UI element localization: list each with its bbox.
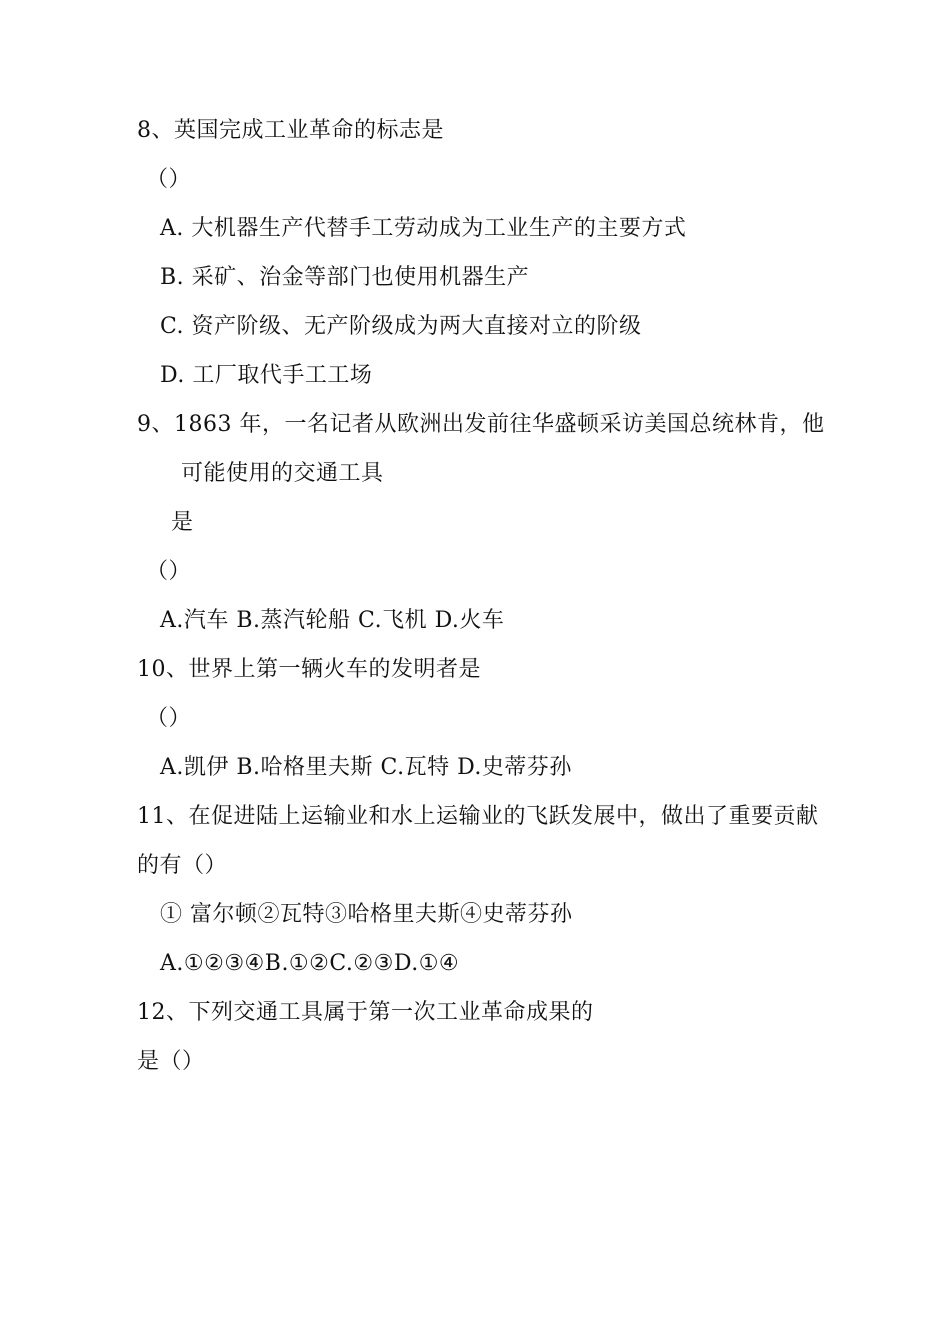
question-11-stem-line-2: 的有（） <box>137 853 228 878</box>
question-9-stem-line-3: 是 <box>171 510 194 535</box>
question-8-option-d: D. 工厂取代手工工场 <box>160 363 373 388</box>
question-8-stem: 8、英国完成工业革命的标志是 <box>137 118 444 143</box>
question-10-options: A.凯伊 B.哈格里夫斯 C.瓦特 D.史蒂芬孙 <box>160 755 572 780</box>
question-8-option-b: B. 采矿、治金等部门也使用机器生产 <box>160 265 530 290</box>
question-8-answer-blank: （） <box>146 167 192 192</box>
question-11-options: A.①②③④B.①②C.②③D.①④ <box>160 951 460 976</box>
question-11-stem-line-1: 11、在促进陆上运输业和水上运输业的飞跃发展中，做出了重要贡献 <box>137 804 819 829</box>
question-10-answer-blank: （） <box>146 706 192 731</box>
question-9-options: A.汽车 B.蒸汽轮船 C.飞机 D.火车 <box>160 608 505 633</box>
question-8-option-a: A. 大机器生产代替手工劳动成为工业生产的主要方式 <box>160 216 687 241</box>
question-9-stem-line-2: 可能使用的交通工具 <box>181 461 384 486</box>
question-12-stem-line-2: 是（） <box>137 1049 205 1074</box>
question-10-stem: 10、世界上第一辆火车的发明者是 <box>137 657 481 682</box>
question-8-option-c: C. 资产阶级、无产阶级成为两大直接对立的阶级 <box>160 314 642 339</box>
question-9-stem-line-1: 9、1863 年，一名记者从欧洲出发前往华盛顿采访美国总统林肯，他 <box>137 412 825 437</box>
question-11-items: ① 富尔顿②瓦特③哈格里夫斯④史蒂芬孙 <box>160 902 573 927</box>
question-12-stem-line-1: 12、下列交通工具属于第一次工业革命成果的 <box>137 1000 594 1025</box>
question-9-answer-blank: （） <box>146 559 192 584</box>
